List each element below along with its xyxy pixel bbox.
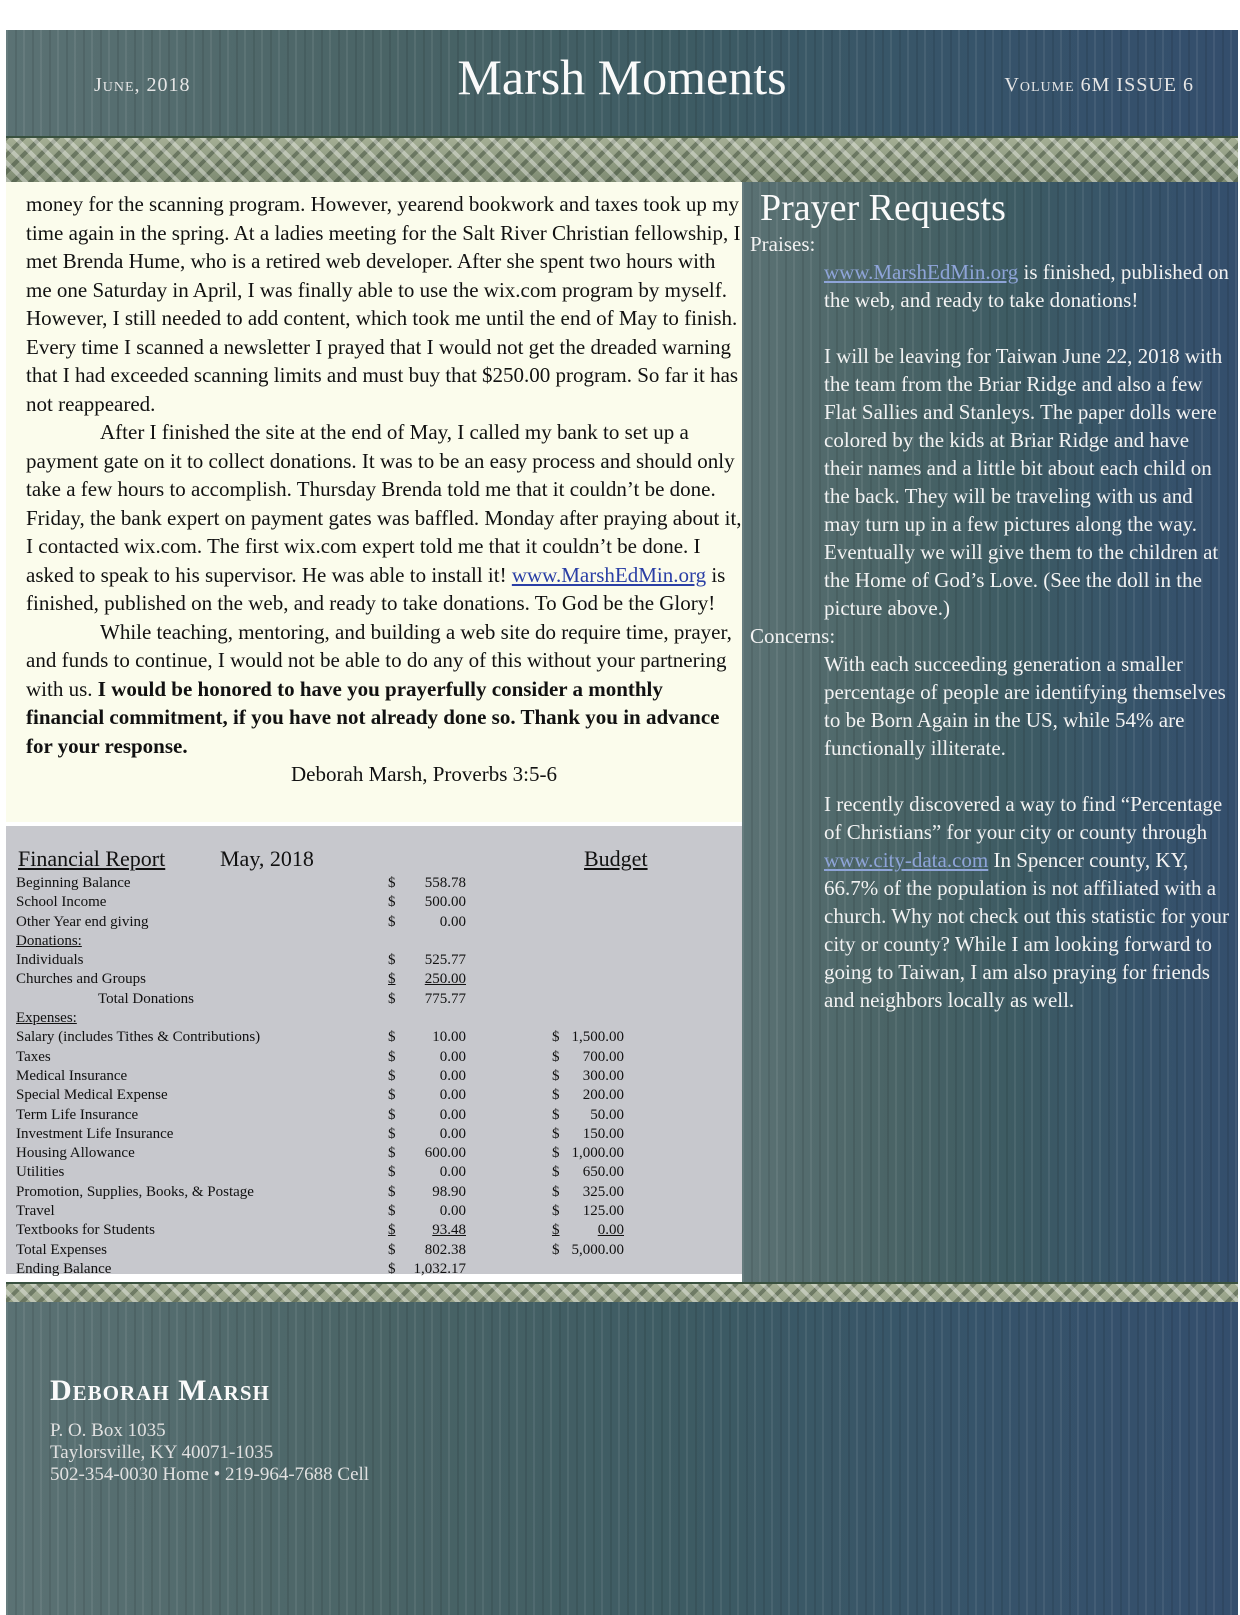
budget-currency: $ — [552, 1106, 560, 1123]
amount-currency: $ — [388, 1067, 396, 1084]
masthead — [6, 30, 1238, 136]
financial-row — [16, 1048, 736, 1067]
amount-value: 500.00 — [424, 894, 466, 911]
amount-value: 98.90 — [432, 1183, 466, 1200]
amount-value: 0.00 — [439, 913, 466, 930]
praise-website-link[interactable]: www.MarshEdMin.org — [824, 260, 1019, 284]
budget-currency: $ — [552, 1145, 560, 1162]
budget-header: Budget — [584, 846, 648, 871]
amount-value: 775.77 — [424, 990, 466, 1007]
row-label: Beginning Balance — [16, 875, 131, 891]
amount-currency: $ — [388, 1183, 396, 1200]
amount-currency: $ — [388, 1241, 396, 1258]
budget-value: 200.00 — [582, 1087, 624, 1104]
row-label: Total Donations — [98, 990, 195, 1007]
financial-row — [16, 1067, 736, 1086]
financial-report-title: Financial Report — [18, 846, 166, 871]
financial-row — [16, 893, 736, 912]
row-label: Donations: — [16, 932, 82, 949]
budget-currency: $ — [552, 1222, 560, 1239]
budget-currency: $ — [552, 1164, 560, 1181]
financial-report — [6, 826, 742, 1277]
article-paragraph-3 — [26, 618, 742, 761]
amount-value: 558.78 — [424, 875, 466, 891]
financial-row — [16, 874, 736, 893]
amount-currency: $ — [388, 971, 396, 988]
budget-value: 125.00 — [582, 1203, 624, 1220]
row-label: Utilities — [16, 1164, 65, 1181]
financial-row — [16, 1163, 736, 1182]
address-line-1: P. O. Box 1035 — [50, 1420, 166, 1441]
amount-value: 600.00 — [424, 1145, 466, 1162]
row-label: Housing Allowance — [16, 1145, 135, 1162]
amount-currency: $ — [388, 1087, 396, 1104]
financial-report-month: May, 2018 — [220, 846, 314, 871]
article-paragraph-2 — [26, 418, 742, 618]
financial-row — [16, 1125, 736, 1144]
budget-currency: $ — [552, 1067, 560, 1084]
row-label: Taxes — [16, 1048, 51, 1065]
financial-row — [16, 1241, 736, 1260]
address-line-2: Taylorsville, KY 40071-1035 — [50, 1442, 274, 1463]
budget-value: 650.00 — [582, 1164, 624, 1181]
amount-value: 1,032.17 — [413, 1260, 466, 1277]
budget-currency: $ — [552, 1203, 560, 1220]
amount-currency: $ — [388, 875, 396, 891]
cell-phone: 219-964-7688 Cell — [225, 1464, 370, 1485]
amount-value: 0.00 — [439, 1106, 466, 1123]
amount-currency: $ — [388, 1029, 396, 1046]
financial-row — [16, 1009, 736, 1028]
financial-row — [16, 970, 736, 989]
financial-row — [16, 1183, 736, 1202]
prayer-requests-sidebar — [742, 182, 1238, 1282]
budget-value: 1,000.00 — [571, 1145, 624, 1162]
financial-row — [16, 1106, 736, 1125]
financial-row — [16, 1086, 736, 1105]
phone-line — [50, 1464, 369, 1486]
budget-value: 5,000.00 — [571, 1241, 624, 1258]
amount-currency: $ — [388, 952, 396, 969]
amount-currency: $ — [388, 990, 396, 1007]
budget-currency: $ — [552, 1125, 560, 1142]
article-paragraph-3-text: While teaching, mentoring, and building a web site do require time, prayer, and funds to continue, I would not be able to do any of this without your partnering with us. — [26, 619, 732, 701]
amount-currency: $ — [388, 1203, 396, 1220]
financial-row — [16, 1202, 736, 1221]
amount-currency: $ — [388, 1222, 396, 1239]
article-paragraph-1: money for the scanning program. However, yearend bookwork and taxes took up my time again in the spring. At a ladies meeting for the Salt River Christian fellowship, I met Brenda Hume, who is a retired web developer. After she spent two hours with me one Saturday in April, I was finally able to use the wix.com program by myself. However, I still needed to add content, which took me until the end of May to finish. Every time I scanned a newsletter I prayed that I would not get the dreaded warning that I had exceeded scanning limits and must buy that $250.00 program. So far it has not reappeared. — [26, 192, 741, 416]
praise-item-1-text: is finished, published on the web, and ready to take donations! — [824, 260, 1229, 312]
amount-value: 93.48 — [432, 1222, 466, 1239]
budget-value: 1,500.00 — [571, 1029, 624, 1046]
concern-item-2 — [750, 790, 1232, 1014]
amount-currency: $ — [388, 1145, 396, 1162]
budget-value: 300.00 — [582, 1067, 624, 1084]
main-article — [6, 182, 754, 822]
budget-value: 50.00 — [590, 1106, 624, 1123]
amount-currency: $ — [388, 894, 396, 911]
row-label: Churches and Groups — [16, 971, 146, 988]
row-label: Individuals — [16, 952, 84, 969]
amount-value: 525.77 — [424, 952, 466, 969]
budget-currency: $ — [552, 1087, 560, 1104]
financial-row — [16, 1221, 736, 1240]
amount-currency: $ — [388, 913, 396, 930]
author-name: Deborah Marsh — [50, 1374, 270, 1407]
financial-rows — [16, 874, 736, 1279]
row-label: Total Expenses — [16, 1241, 108, 1258]
amount-value: 0.00 — [439, 1067, 466, 1084]
amount-value: 10.00 — [432, 1029, 466, 1046]
newsletter-title: Marsh Moments — [457, 49, 787, 105]
amount-value: 0.00 — [439, 1164, 466, 1181]
concern-item-2-end: In Spencer county, KY, 66.7% of the population is not affiliated with a church. Why not check out this statistic for your city or county? While I am looking forward to going to Taiwan, I am also praying for friends and neighbors locally as well. — [824, 848, 1229, 1012]
financial-row — [16, 990, 736, 1009]
amount-value: 0.00 — [439, 1048, 466, 1065]
issue-date: June, 2018 — [94, 74, 191, 96]
budget-value: 0.00 — [597, 1222, 624, 1239]
budget-value: 700.00 — [582, 1048, 624, 1065]
praise-item-2: I will be leaving for Taiwan June 22, 2018 with the team from the Briar Ridge and also a few Flat Sallies and Stanleys. The paper dolls were colored by the kids at Briar Ridge and have their names and a little bit about each child on the back. They will be traveling with us and may turn up in a few pictures along the way. Eventually we will give them to the children at the Home of God’s Love. (See the doll in the picture above.) — [824, 344, 1223, 620]
budget-value: 325.00 — [582, 1183, 624, 1200]
financial-row — [16, 932, 736, 951]
article-paragraph-2-text: After I finished the site at the end of May, I called my bank to set up a payment gate on it to collect donations. It was to be an easy process and should only take a few hours to accomplish. Thursday Brenda told me that it couldn’t be done. Friday, the bank expert on payment gates was baffled. Monday after praying about it, I contacted wix.com. The first wix.com expert told me that it couldn’t be done. I asked to speak to his supervisor. He was able to install it! — [26, 420, 742, 587]
concern-item-1: With each succeeding generation a smaller percentage of people are identifying themselves to be Born Again in the US, while 54% are functionally illiterate. — [824, 652, 1226, 760]
financial-row — [16, 913, 736, 932]
financial-row — [16, 1028, 736, 1047]
article-paragraph-2-end: is finished, published on the web, and ready to take donations. To God be the Glory! — [26, 562, 726, 615]
row-label: Ending Balance — [16, 1260, 112, 1277]
row-label: Other Year end giving — [16, 913, 149, 930]
amount-currency: $ — [388, 1106, 396, 1123]
row-label: Special Medical Expense — [16, 1087, 168, 1104]
financial-row — [16, 951, 736, 970]
amount-value: 250.00 — [424, 971, 466, 988]
issue-volume: Volume 6M ISSUE 6 — [1004, 74, 1194, 96]
budget-value: 150.00 — [582, 1125, 624, 1142]
home-phone: 502-354-0030 Home — [50, 1464, 209, 1485]
amount-currency: $ — [388, 1164, 396, 1181]
phone-separator: • — [213, 1464, 221, 1485]
budget-currency: $ — [552, 1048, 560, 1065]
amount-value: 0.00 — [439, 1203, 466, 1220]
row-label: Salary (includes Tithes & Contributions) — [16, 1029, 261, 1046]
amount-value: 0.00 — [439, 1125, 466, 1142]
concern-item-2-text: I recently discovered a way to find “Percentage of Christians” for your city or county through — [824, 792, 1223, 844]
amount-currency: $ — [388, 1260, 396, 1277]
praise-item-1 — [750, 258, 1232, 314]
amount-value: 0.00 — [439, 1087, 466, 1104]
row-label: Textbooks for Students — [16, 1222, 155, 1239]
budget-currency: $ — [552, 1241, 560, 1258]
amount-value: 802.38 — [424, 1241, 466, 1258]
city-data-link[interactable]: www.city-data.com — [824, 848, 989, 872]
financial-row — [16, 1260, 736, 1279]
appeal-text: I would be honored to have you prayerfully consider a monthly financial commitment, if you have not already done so. Thank you in advance for your response. — [26, 676, 720, 758]
prayer-requests-title: Prayer Requests — [760, 187, 1006, 229]
amount-currency: $ — [388, 1048, 396, 1065]
row-label: Expenses: — [16, 1010, 77, 1027]
decorative-band-top — [6, 136, 1238, 184]
row-label: Promotion, Supplies, Books, & Postage — [16, 1183, 254, 1200]
financial-row — [16, 1144, 736, 1163]
row-label: Investment Life Insurance — [16, 1125, 174, 1142]
praises-label: Praises: — [750, 232, 816, 256]
website-link[interactable]: www.MarshEdMin.org — [511, 562, 707, 587]
concerns-label: Concerns: — [750, 624, 836, 648]
budget-currency: $ — [552, 1029, 560, 1046]
amount-currency: $ — [388, 1125, 396, 1142]
row-label: School Income — [16, 894, 107, 911]
row-label: Term Life Insurance — [16, 1106, 139, 1123]
row-label: Medical Insurance — [16, 1067, 128, 1084]
footer — [6, 1302, 1238, 1615]
row-label: Travel — [16, 1203, 55, 1220]
budget-currency: $ — [552, 1183, 560, 1200]
signature: Deborah Marsh, Proverbs 3:5-6 — [291, 762, 557, 786]
